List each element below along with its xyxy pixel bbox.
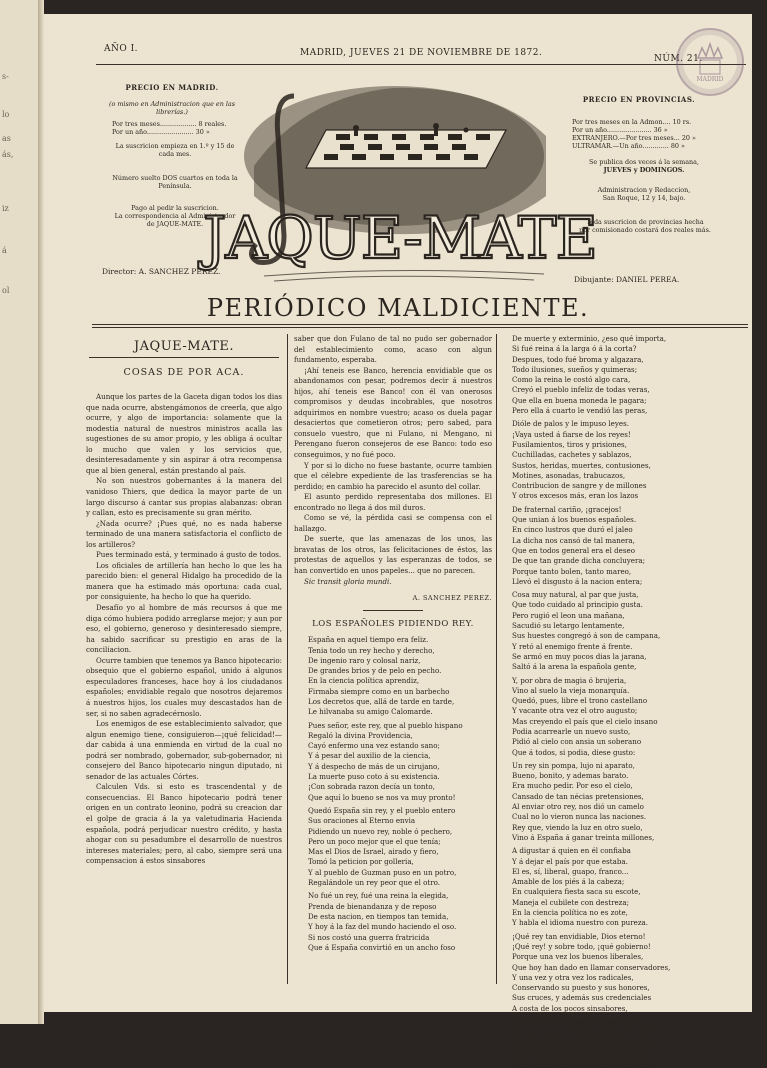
verse-line: Regalándole un rey peor que el otro. [308, 878, 441, 888]
illustrator-credit: Dibujante: DANIEL PEREA. [574, 275, 680, 284]
verse-line: ¡Con sobrada razon decía un tonto, [308, 782, 435, 792]
verse-line: Porque una vez los buenos liberales, [512, 952, 644, 962]
verse-line: Un rey sin pompa, lujo ni aparato, [512, 760, 635, 770]
madrid-rates: Por tres meses.................. 8 reales. Por un año....................... 30 » [112, 120, 227, 136]
verse-line: En cualquiera fiesta saca su escote, [512, 887, 641, 897]
verse-line: Pero ella á cuarto le vendió las peras, [512, 406, 648, 416]
article-paragraph: Y por si lo dicho no fuese bastante, ocurre tambien que el célebre expediente de las trasferencias se ha perdido; en cambio ha parecido el asunto del collar. [294, 460, 492, 491]
column-divider-1 [287, 334, 288, 984]
verse-line: En la ciencia política aprendiz, [308, 676, 420, 686]
verse-line: Y habla el idioma nuestro con pureza. [512, 918, 649, 928]
verse-line: ¡Vaya usted á fiarse de los reyes! [512, 429, 631, 439]
verse-line: Quedó España sin rey, y el pueblo entero [308, 805, 456, 815]
crown-seal-icon [678, 30, 742, 94]
verse-line: Cosa muy natural, al par que justa, [512, 590, 639, 600]
column-2 [294, 334, 492, 999]
verse-line: Y vacante otra vez el otro augusto; [512, 706, 638, 716]
madrid-price-block: PRECIO EN MADRID. (o mismo en Administracion que en las librerías.) Por tres meses.................. 8 reales. Por un año....................... 30 » La suscricion empieza en 1.º y 15 de cada mes. Número suelto DOS cuartos en toda la Península. Pago al pedir la suscricion. La correspondencia al Administrador de JAQUE-MATE. [102, 84, 248, 228]
provinces-rates: Por tres meses en la Admon.... 10 rs. Por un año...................... 36 » EXTRANJERO.—Por tres meses... 20 » ULTRAMAR.—Un año............. 80 » [572, 118, 696, 150]
verse-line: Y, por obra de magia ó brujeria, [512, 675, 627, 685]
verse-line: Maneja el cubilete con destreza; [512, 897, 630, 907]
verse-line: Clero, guardias del rey, banda fiotante, [512, 1058, 653, 1068]
verse-line: De fraternal cariño, ¡gracejos! [512, 504, 622, 514]
verse-line: ¡Qué rey! y sobre todo, ¡qué gobierno! [512, 941, 651, 951]
verse-line: Bueno, bonito, y ademas barato. [512, 771, 629, 781]
verse-line: Sus cruces, y además sus credenciales [512, 993, 652, 1003]
verse-line: El es, sí, liberal, guapo, franco... [512, 866, 629, 876]
jaque-mate-chessboard-illustration [203, 76, 597, 286]
verse-line: De que tan grande dicha concluyera; [512, 556, 646, 566]
article-paragraph: Los enemigos de ese establecimiento salvador, que algun enemigo tiene, consiguieron—¡qué felicidad!—dar cabida á una enmienda en virtud de la cual no podrá ser nombrado, gobernador, sub-gobernador, ni consejero del Banco hipotecario ningun diputado, ni senador de las actuales Córtes. [86, 719, 282, 781]
verse-line: Y á dejar el país por que estaba. [512, 856, 628, 866]
verse-line: Pues señor, este rey, que al pueblo hispano [308, 720, 463, 730]
article-paragraph: El asunto perdido representaba dos millones. El encontrado no llega á dos mil duros. [294, 492, 492, 512]
verse-line: Que hoy han dado en llamar conservadores, [512, 962, 671, 972]
article-paragraph: Los oficiales de artillería han hecho lo que les ha parecido bien: el general Hidalgo ha procedido de la manera que ha estimado más oportuna: cada cual, por consiguiente, ha hecho lo que ha querido. [86, 560, 282, 602]
latin-motto: Sic transit gloria mundi. [304, 576, 392, 586]
verse-line: Que unian á los buenos españoles. [512, 515, 637, 525]
column-3 [502, 334, 708, 1068]
verse-line: Despues, todo fué broma y algazara, [512, 354, 644, 364]
poem-verses-continued [502, 334, 708, 1068]
verse-line: Regaló la divina Providencia, [308, 730, 413, 740]
article-paragraph: Como se vé, la pérdida casi se compensa con el hallazgo. [294, 513, 492, 533]
section-title: JAQUE-MATE. [133, 339, 235, 354]
article-paragraph: saber que don Fulano de tal no pudo ser gobernador del establecimiento como, acaso con algun fundamento, esperaba. [294, 334, 492, 365]
newspaper-page [44, 14, 752, 1068]
masthead-illustration [203, 76, 597, 286]
article-paragraph: Calculen Vds. si esto es trascendental y de consecuencias. El Banco hipotecario podrá tener origen en un contrato leonino, podrá su creacion dar el golpe de gracia á la ya valetudinaria Hacienda española, podrá perjudicar nuestro crédito, y hasta ahogar con su pesadumbre el desarrollo de nuestros intereses materiales; pero, al cabo, siempre será una compensacion á estos sinsabores [86, 782, 282, 866]
verse-line: Van llenando de trigo sus graneros [512, 1017, 638, 1026]
verse-line: Prenda de bienandanza y de reposo [308, 901, 437, 911]
verse-line: Y hoy á la faz del mundo haciendo el oso. [308, 922, 457, 932]
verse-line: España en aquel tiempo era feliz. [308, 635, 429, 645]
stamp-label: MADRID [696, 76, 724, 83]
article-paragraph: Aunque los partes de la Gaceta digan todos los dias que nada ocurre, abstengámonos de creerla, que algo ocurre, y algo de importancia: solamente que la modestia natural de nuestros ministros acalla las sugestiones de su amor propio, y les obliga á ocultar lo mucho que valen y los servicios que, desinteresadamente y sin aspirar á otra recompensa que al bien general, están prestando al país. [86, 392, 282, 475]
verse-line: Pero un poco mejor que el que tenía; [308, 836, 441, 846]
verse-line: Si fué reina á la larga ó á la corta? [512, 344, 637, 354]
masthead-title: JAQUE-MATE [203, 204, 597, 272]
verse-line: Pero rugió el leon una mañana, [512, 610, 625, 620]
director-credit: Director: A. SANCHEZ PEREZ. [102, 267, 221, 276]
verse-line: Podia acarrearle un nuevo susto, [512, 726, 631, 736]
verse-line: Que en todos general era el deseo [512, 545, 635, 555]
verse-line: Como la reina le costó algo cara, [512, 375, 631, 385]
verse-line: Y retó al enemigo frente á frente. [512, 641, 633, 651]
verse-line: Que á todos, si podia, diese gusto: [512, 747, 636, 757]
verse-line: Cuchilladas, cachetes y sablazos, [512, 450, 632, 460]
verse-line: Matrículas de mar, quintas, estancos, [512, 1047, 647, 1057]
verse-line: Contribucion de sangre y de millones [512, 481, 647, 491]
verse-line: La dicha nos cansó de tal manera, [512, 535, 635, 545]
poem-verses [294, 635, 492, 953]
dateline: MADRID, JUEVES 21 DE NOVIEMBRE DE 1872. [300, 48, 543, 58]
library-stamp [676, 28, 744, 96]
verse-line: De grandes brios y de pelo en pecho. [308, 666, 442, 676]
verse-line: En tanto que la España queda en cueros. [512, 1027, 660, 1037]
verse-line: En cinco lustros que duró el jaleo [512, 525, 633, 535]
column-divider-2 [496, 334, 497, 984]
verse-line: De esta nacion, en tiempos tan temida, [308, 911, 449, 921]
verse-line: Tenia todo un rey hecho y derecho, [308, 645, 435, 655]
verse-line: Mas creyendo el país que el cielo insano [512, 716, 658, 726]
verse-line: Cayó enfermo una vez estando sano; [308, 741, 440, 751]
verse-line: A digustar á quien en él confiaba [512, 846, 631, 856]
verse-line: Y á despecho de más de un cirujano, [308, 761, 440, 771]
verse-line: Al enviar otro rey, nos dió un camelo [512, 802, 644, 812]
verse-line: Vino al suelo la vieja monarquía. [512, 685, 630, 695]
article-paragraph: ¡Ahí teneis ese Banco, herencia envidiable que os abandonamos con pesar, podremos decir á nuestros hijos, ahí teneis ese Banco! con él van onerosos compromisos y deudas incobrables, que nosotros adquirimos en nombre vuestro; acaso os duela pagar desaciertos que cometieron otros; pero sabed, para consuelo vuestro, que ni Fulano, ni Mengano, ni Perengano fueron consejeros de ese Banco: todo eso conseguimos, y no fué poco. [294, 365, 492, 460]
verse-line: Creyó el pueblo infeliz de todas veras, [512, 385, 650, 395]
verse-line: Todo ilusiones, sueños y quimeras; [512, 364, 638, 374]
verse-line: A costa de los pocos sinsabores, [512, 1003, 628, 1013]
header-rule [96, 64, 746, 65]
verse-line: Sacudió su letargo lentamente, [512, 621, 625, 631]
verse-line: Le hilvanaba su amigo Calomarde. [308, 707, 433, 717]
verse-line: Era mucho pedir. Por eso el cielo, [512, 781, 633, 791]
verse-line: No fué un rey, fué una reina la elegida, [308, 891, 449, 901]
verse-line: Saltó á la arena la española gente, [512, 662, 637, 672]
verse-line: Conservando su puesto y sus honores, [512, 983, 650, 993]
verse-line: ¡Qué rey tan envidiable, Dios eterno! [512, 931, 646, 941]
subtitle-rule-top [92, 324, 748, 325]
poem-title: LOS ESPAÑOLES PIDIENDO REY. [312, 618, 474, 629]
verse-line: Porque tanto bolen, tanto mareo, [512, 566, 632, 576]
verse-line: Sustos, heridas, muertes, contusiones, [512, 460, 651, 470]
verse-line: De muerte y exterminio, ¿eso qué importa, [512, 334, 667, 343]
verse-line: Se armó en muy pocos dias la jarana, [512, 651, 647, 661]
verse-line: Que todo cuidado al principio gusta. [512, 600, 643, 610]
verse-line: La muerte puso coto á su existencia. [308, 772, 440, 782]
newspaper-subtitle: PERIÓDICO MALDICIENTE. [206, 294, 590, 322]
author-signature: A. SANCHEZ PEREZ. [412, 594, 492, 603]
adjacent-page-edge: s- lo as ás, iz á ol [0, 0, 42, 1024]
article-paragraph: ¿Nada ocurre? ¡Pues qué, no es nada haberse terminado de una manera satisfactoria el conflicto de los artilleros? [86, 518, 282, 549]
verse-line: Vino á España á ganar treinta millones, [512, 832, 655, 842]
verse-line: Los decretos que, allá de tarde en tarde, [308, 697, 455, 706]
verse-line: Y otros excesos más, eran los lazos [512, 491, 639, 501]
issue-year: AÑO I. [104, 44, 139, 54]
verse-line: Quedó, pues, libre el trono castellano [512, 696, 648, 706]
article-paragraph: No son nuestros gobernantes á la manera del vanidoso Thiers, que dedica la mayor parte de un largo discurso á cantar sus propias alabanzas: obran y callan, esto es precisamente su gran mérito. [86, 476, 282, 518]
article-heading: COSAS DE POR ACA. [123, 366, 245, 378]
article-paragraph: Pues terminado está, y terminado á gusto de todos. [96, 550, 282, 560]
verse-line: Pidiendo un nuevo rey, noble ó pechero, [308, 826, 453, 836]
article-paragraph: De suerte, que las amenazas de los unos, las bravatas de los otros, las felicitaciones de éstos, las protestas de aquellos y las esperanzas de todos, se han convertido en unos papeles... que no parecen. [294, 534, 492, 576]
verse-line: Que ella en buena moneda le pagara; [512, 395, 647, 405]
verse-line: Amable de los piés á la cabeza; [512, 877, 625, 887]
verse-line: Llevó el disgusto á la nacion entera; [512, 576, 643, 586]
verse-line: Sus oraciones al Eterno envia [308, 816, 416, 826]
column-1 [86, 334, 282, 999]
verse-line: Que aquí lo bueno se nos va muy pronto! [308, 792, 456, 802]
verse-line: Que á España convirtió en un ancho foso [308, 942, 456, 952]
verse-line: En la ciencia política no es zote, [512, 908, 628, 918]
provinces-price-block: PRECIO EN PROVINCIAS. Por tres meses en la Admon.... 10 rs. Por un año...................... 36 » EXTRANJERO.—Por tres meses... 20 » ULTRAMAR.—Un año............. 80 » Se publica dos veces á la semana, JUEVES y DOMINGOS. Administracion y Redaccion, San Roque, 12 y 14, bajo. Toda suscricion de provincias hecha por comisionado costará dos reales más. [564, 96, 726, 234]
verse-line: Tú, cambio hay libertad, con abundante, [512, 1037, 658, 1047]
verse-line: Cual no lo vieron nunca las naciones. [512, 812, 647, 822]
verse-line: Fusilamientos, tiros y prisiones, [512, 439, 627, 449]
verse-line: Y una vez y otra vez los radicales, [512, 972, 634, 982]
verse-line: Dióle de palos y le impuso leyes. [512, 419, 629, 429]
verse-line: Sus huestes congregó á son de campana, [512, 631, 661, 641]
verse-line: Mas el Dios de Israel, airado y fiero, [308, 847, 439, 857]
verse-line: Rey que, viendo la luz en otro suelo, [512, 822, 643, 832]
verse-line: Y á pesar del auxilio de la ciencia, [308, 751, 431, 761]
article-paragraph: Ocurre tambien que tenemos ya Banco hipotecario: obsequio que el gobierno español, unido á algunos especuladores franceses, hace hoy á los ciudadanos españoles; envidiable regalo que nosotros dejaremos á nuestros hijos, los cuales muy descastados han de ser, si no saben agradecérnoslo. [86, 655, 282, 718]
verse-line: Si nos costó una guerra fratricida [308, 932, 430, 942]
issue-number: NÚM. 21. [654, 54, 703, 64]
verse-line: Cansado de tan nécias pretensiones, [512, 791, 644, 801]
verse-line: Tomó la peticion por golleria, [308, 857, 414, 867]
article-paragraph: Desafío yo al hombre de más recursos á que me diga cómo hubiera podido arreglarse mejor; y aun por eso, el gobierno, generoso y desinteresado siempre, ha sabido sacrificar su prestigio en aras de la conciliacion. [86, 603, 282, 655]
verse-line: De ingenio raro y colosal nariz, [308, 655, 421, 665]
verse-line: Pidió al cielo con ansia un soberano [512, 737, 642, 747]
verse-line: Firmaba siempre como en un barbecho [308, 686, 450, 696]
verse-line: Motines, asonadas, trabucazos, [512, 470, 626, 480]
madrid-price-title: PRECIO EN MADRID. [125, 83, 219, 92]
verse-line: Y al pueblo de Guzman puso en un potro, [308, 867, 457, 877]
provinces-price-title: PRECIO EN PROVINCIAS. [582, 95, 696, 104]
subtitle-rule-bottom [92, 327, 748, 328]
